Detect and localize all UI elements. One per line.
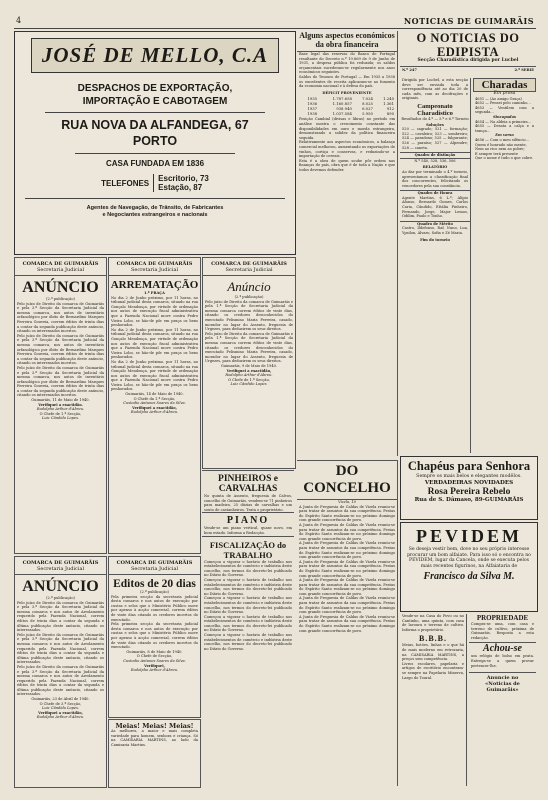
concelho-body-4: A Junta de Freguesia de Caldas de Vizela reuniu-se para tratar de assuntos da sua competência. Festas do Espírito Santo realizam-se no próximo domingo com grande concorrência de povo. [299,559,395,578]
phone-office: Escritorio, 73 [158,174,209,183]
notice-body-2: Pelo juízo de Direito da comarca de Guimarãis e pela 3.ª Secção da Secretaria Judicial da mesma comarca e nos autos de Arrolamento requerido pela Fazenda Nacional, correm éditos de trinta dias a contar da segunda e última publicação deste anúncio, citando os interessados. [17,632,104,665]
fiscalizacao-body: Começou a vigorar o horário de trabalho nos estabelecimentos de comércio e indústria deste concelho, nos termos do decreto-lei publicado no Diário do Governo. [204,559,292,578]
notice-body-2: No dia 2 de Junho próximo, por 11 horas, no tribunal judicial desta comarca, situado na rua Gonçalo Mendonça, por virtude de ordenação nos autos de execução fiscal administrativa que a Fazenda Nacional move contra Pedro Vieira Lobo, se hão-de pôr em praça os bens penhorados. [111,327,198,360]
edipista-series: 2.ª SERIE [514,67,534,72]
article-economic-body-3: Posição Cambial (divisas e libras) no período em análise mostra o crescimento constante das disponibilidades em ouro e moeda estrangeira, demonstrando a solidez da política financeira seguida. [299,117,395,140]
notice-sub: (2.ª publicação) [46,297,75,301]
charadas-column [473,78,536,453]
notice-title: ARREMATAÇÃO [110,279,199,291]
table-cell: 7.024 [362,96,373,102]
deficit-table [299,96,395,116]
em-verso-heading: Em verso [495,133,514,138]
notice-date: Guimarãis, 14 de Maio de 1940. [125,392,184,397]
campeonato-title: Campeonato Charadístico [417,102,453,117]
edipista-number: N.º 247 [402,67,417,72]
notice-signer: Rodolpho Arthur d'Abreu. [36,715,85,720]
court-name: COMARCA DE GUIMARÃIS [116,261,193,267]
campeonato-sub: Resultados do 4.º — 5.º e 6.º Torneio [401,116,469,121]
notice-body-2: Pela primeira secção da secretaria judicial desta comarca e nos autos de execução por custas e selos que o Ministério Público move por apenso à acção comercial, correm éditos de vinte dias citando os credores incertos do executado. [111,622,198,650]
notice-title: Editos de 20 dias [113,578,196,590]
notice-verify: Verifiquei a exactidão, [38,710,83,715]
notice-title: ANÚNCIO [22,578,99,595]
notice-clerk: Luiz Cândido Lopes. [41,706,80,711]
notice-title: Anúncio [227,279,271,294]
table-row [299,111,395,116]
legal-notice-1 [14,257,107,554]
charadas-title: Charadas [473,78,536,92]
notice-date: Guimarãis, 23 de Abril de 1940. [31,697,90,702]
pevidem-advert [400,522,538,612]
notice-date: Guimarãis, 11 de Maio de 1940. [31,398,90,403]
charadas-sub: Em prosa [493,91,516,96]
anuncie-line1: Anuncie no [469,672,536,681]
sincopadas-heading: Sincopadas [493,114,516,119]
bottom-left-small [400,614,467,786]
charada-6: 4656 — Com o meu silêncio... [475,137,530,142]
court-name: COMARCA DE GUIMARÃIS [22,261,99,267]
quadro-honra: Quadro de Honra [400,190,470,196]
charada-5: 4655 — Desata a calça e a trança... [475,124,534,133]
notice-sub: (2.ª publicação) [140,590,169,594]
notice-clerk: Luiz Cândido Lopes. [41,416,80,421]
meias-body: As melhores, a maior e mais completa variedade para homem, senhora e criança. Só na CAMISARIA MARTINS, ao lado da Camisaria Martins. [111,729,198,747]
piano-title: PIANO [202,512,294,526]
notice-verify: Verifiquei, [144,663,165,668]
notice-body: Pelo juízo de Direito da comarca de Guimarãis e pela 3.ª Secção da Secretaria Judicial da mesma comarca e nos autos de Arrolamento requerido pela Fazenda Nacional, correm éditos de trinta dias a contar da segunda e última publicação deste anúncio, citando os interessados. [17,600,104,633]
chapeus-line2: VERDADEIRAS NOVIDADES [424,480,514,486]
piano-body: Vende-se um piano vertical, quase novo, em bom estado. Informa a Redacção. [204,526,292,535]
table-cell: 8.025 [362,101,373,107]
table-cell: 1.787.658 [332,96,352,102]
article-economic-body-1: Base legal das reservas do Banco de Portugal resultante do Decreto n.º 19.869 de 9 de Junho de 1931, a despesa pública foi reduzida; os saldos orçamentais sucederam-se regularmente nos anos económicos seguintes. [299,52,395,75]
legal-notice-2 [108,257,201,554]
concelho-body-1: A Junta de Freguesia de Caldas de Vizela reuniu-se para tratar de assuntos da sua competência. Festas do Espírito Santo realizam-se no próximo domingo com grande concorrência de povo. [299,504,395,523]
classifieds-column [202,470,294,786]
concelho-body-5: A Junta de Freguesia de Caldas de Vizela reuniu-se para tratar de assuntos da sua competência. Festas do Espírito Santo realizam-se no próximo domingo com grande concorrência de povo. [299,578,395,596]
legal-notice-3 [202,257,296,469]
office-name: Secretaria Judicial [109,267,200,276]
notice-sub: (2.ª publicação) [46,596,75,600]
concelho-body-3: A Junta de Freguesia de Caldas de Vizela reuniu-se para tratar de assuntos da sua competência. Festas do Espírito Santo realizam-se no próximo domingo com grande concorrência de povo. [299,541,395,560]
notice-signer: Rodolpho Arthur d'Abreu. [130,668,179,673]
pinheiros-title: PINHEIROS e CARVALHAS [202,470,294,494]
brand-name: JOSÉ DE MELLO, C.A [41,43,269,67]
fiscalizacao-body-5: Começou a vigorar o horário de trabalho nos estabelecimentos de comércio e indústria deste concelho, nos termos do decreto-lei publicado no Diário do Governo. [204,633,292,651]
table-cell: 6.027 [362,106,373,112]
bbb-title: B.B.B. [418,634,447,644]
meias-title: Meias! Meias! Meias! [115,722,194,730]
advert-line-1: DESPACHOS DE EXPORTAÇÃO, [77,83,233,94]
concelho-title: DO CONCELHO [297,460,397,500]
notice-body: No dia 2 de Junho próximo, por 11 horas, no tribunal judicial desta comarca, situado na rua Gonçalo Mendonça, por virtude de ordenação nos autos de execução fiscal administrativa que a Fazenda Nacional move contra Pedro Vieira Lobo, se hão-de pôr em praça os bens penhorados. [111,295,198,328]
notice-signer: Custodio Antunes Soares da Silva. [123,401,186,406]
table-cell: 912 [386,106,394,112]
advert-city: PORTO [132,134,178,148]
fim-torneio: Fim do torneio [420,237,450,242]
propriedade-body: Compra-se uma, com casa e terreno de cultivo, próxima de Guimarãis. Resposta a esta redacção. [471,622,534,640]
paper-title: NOTICIAS DE GUIMARÃIS [403,16,534,26]
phone-store: Estação, 87 [158,183,203,192]
phones-label: TELEFONES [101,178,150,188]
office-name: Secretaria Judicial [15,566,106,575]
anuncie-line2: «Noticias de Guimarãis» [485,681,520,694]
small-notice-1: Vende-se na Casa do Povo ou no Cantinho, uma quinta, com casa de lavoura e terreno de cultivo. Informa o proprietário. [402,614,464,632]
article-economic-title: Alguns aspectos económicos da obra financeira [297,31,397,52]
advert-phones [15,174,295,192]
charada-3: 4653 — Ventilem com a segunda... [475,105,534,115]
notice-body-3: Pelo juízo de Direito da comarca de Guimarãis e pela 3.ª Secção da Secretaria Judicial da mesma comarca e nos autos de Arrolamento requerido pela Fazenda Nacional, correm éditos de trinta dias a contar da segunda e última publicação deste anúncio, citando os interessados. [17,664,104,697]
charada-2: 4652 — Pensei pelo caminho... [475,101,531,106]
article-economic-body-2: Saldos do Tesouro de Portugal — Em 1935 a 1938 os excedentes de receita aplicaram-se ao fomento da economia nacional e à defesa do país. [299,74,395,89]
notice-body-2: Pelo juízo de Direito da comarca de Guimarãis e pela 1.ª Secção de Secretaria Judicial da mesma comarca correm éditos de vinte dias, citando os credores desconhecidos do executado Felismino Maria Ferreira, casado, morador no lugar do Assento, freguesia de Urgezes, para deduzirem os seus direitos. [205,331,293,364]
edipista-left [400,78,471,453]
concelho-sub: Vizela, 10 [338,500,356,504]
advert-agents-2: e Negociantes estrangeiros e nacionais [102,212,208,218]
notice-role: O Chefe de 3.ª Secção, [39,701,82,706]
merito-body: Castro, Ildefonso, Raf, Nuno, Lua, Ypsilon, Álvaro, Sofia e Zé Maria. [402,226,468,236]
notice-role: O Chefe da 1.ª Secção, [133,396,176,401]
chapeus-address: Rua de S. Dâmaso, 89-GUIMARÃIS [414,497,524,503]
table-cell: 5.950 [362,111,373,117]
quadro-merito: Quadro de Mérito [400,221,470,227]
notice-body-3: Pelo juízo de Direito da comarca de Guimarãis e pela 3.ª Secção da Secretaria Judicial da mesma comarca, nos autos de inventário orfanológico por óbito de Bernardino Marques Ferreira Gouveia, correm éditos de trinta dias a contar da segunda publicação deste anúncio, citando os interessados incertos. [17,365,104,398]
relatorio-heading: RELATÓRIO [422,165,448,170]
notice-body: Pela primeira secção da secretaria judicial desta comarca e nos autos de execução por custas e selos que o Ministério Público move por apenso à acção comercial, correm éditos de vinte dias citando os credores incertos do executado. [111,594,198,622]
court-name: COMARCA DE GUIMARÃIS [22,560,99,566]
table-cell: 1936 [307,101,318,107]
notice-clerk: Luiz Cândido Lopes. [230,382,268,387]
table-cell: 1937 [307,106,318,112]
article-economic [297,31,398,456]
quadro-distincao: Quadro de distinção [400,152,470,159]
bbb-body: Meias, botões, linhas e o que há de mais moderno em retrozaria, na CAMISARIA MARTINS, a preços sem competência. [402,643,464,662]
table-cell: 890 [386,111,394,117]
notice-signer: Rodolpho Arthur d'Abreu. [225,373,273,378]
court-name: COMARCA DE GUIMARÃIS [116,560,193,566]
notice-sub: 1.ª PRAÇA [144,291,165,295]
fiscalizacao-body-4: Começou a vigorar o horário de trabalho nos estabelecimentos de comércio e indústria deste concelho, nos termos do decreto-lei publicado no Diário do Governo. [204,614,292,633]
advert-address: RUA NOVA DA ALFANDEGA, 67 [61,118,249,132]
chapeus-line1: Sempre os mais belos e elegantes modêlos. [416,474,522,479]
notice-title: ANÚNCIO [22,279,99,296]
notice-sub: (2.ª publicação) [234,295,264,299]
court-name: COMARCA DE GUIMARÃIS [211,261,287,267]
advert-jose-de-mello [14,31,296,255]
advert-agents-1: Agentes de Navegação, de Trânsito, de Fabricantes [86,205,224,211]
small-notice-2: Livros escolares, papelaria e artigos de escritório encontram-se sempre na Papelaria Minerva, Largo do Toural. [402,661,464,680]
relatorio-body: Ao dar por terminado o 4.º torneio, apresentamos a classificação final dos concorrentes, felicitando os vencedores pela sua constância. [402,169,468,188]
office-name: Secretaria Judicial [15,267,106,276]
distincao-numbers: N.º 540, 528, 536, 506 [414,158,456,163]
charada-4: 4654 — Na aldeia a primeira... [475,119,532,124]
solucoes-body: 520 — sagrado; 521 — formação; 522 — cavaleiro; 523 — sombreiro; 524 — paradoxo; 525 — fulgurante; 526 — paraíso; 527 — Alpendre; 528 — caneta. [402,127,468,150]
notice-body: Pelo juízo de Direito da comarca de Guimarãis e pela 3.ª Secção da Secretaria Judicial da mesma comarca, nos autos de inventário orfanológico por óbito de Bernardino Marques Ferreira Gouveia, correm éditos de trinta dias a contar da segunda publicação deste anúncio, citando os interessados incertos. [17,301,104,334]
page-header [14,14,536,29]
brand-banner [15,38,295,73]
notice-date: Guimarãis, 9 de Maio de 1940. [220,363,278,368]
page-number: 4 [16,16,22,25]
table-cell: 1.160.857 [332,101,352,107]
office-name: Secretaria Judicial [109,566,200,575]
office-name: Secretaria Judicial [203,267,295,276]
fiscalizacao-body-3: Começou a vigorar o horário de trabalho nos estabelecimentos de comércio e indústria deste concelho, nos termos do decreto-lei publicado no Diário do Governo. [204,596,292,615]
pevidem-name: Francisco da Silva M. [423,571,515,583]
table-cell: 1.240 [383,96,394,102]
notice-signer: Rodolpho Arthur d'Abreu. [36,407,85,412]
edipista-intro: Dirigida por Lucbel, a esta secção deve ser enviada toda a correspondência até ao dia 20 de cada mês, com as decifrações e originais. [402,78,468,101]
notice-verify: Verifiquei a exactidão. [38,402,83,407]
edipista-subtitle: Secção Charadística dirigida por Lucbel [400,59,536,67]
article-economic-body-4: Relativamente aos aspectos económicos, a balança comercial melhorou, aumentando as exportações de vinhos, cortiça e conservas, e reduzindo-se a importação de cereais. [299,140,395,159]
pinheiros-body: No quinta de Assento, freguesia de Calvos, concelho de Guimarãis, vendem-se 71 pinheiros para madeira, 25 dúzias de carvalhas e um souto de castanheiros. Trata o proprietário. [204,494,292,512]
charada-verse: Quem é honrado não mente, Nem ao rico nem ao pobre; E sempre terá presente Que o nome é tudo o que cobre. [475,142,534,161]
achou-body: um relógio de bolso em prata. Entrega-se a quem provar pertencer-lhe. [471,654,534,668]
edipista-title: O NOTICIAS DO EDIPISTA [416,31,520,59]
table-cell: 1938 [307,111,318,117]
table-cell: 1.361 [383,101,394,107]
concelho-body-7: A Junta de Freguesia de Caldas de Vizela reuniu-se para tratar de assuntos da sua competência. Festas do Espírito Santo realizam-se no próximo domingo com grande concorrência de povo. [299,614,395,633]
chapeus-advert [400,456,538,520]
propriedade-title: PROPRIEDADE [476,614,529,622]
fiscalizacao-title: FISCALIZAÇÃO do TRABALHO [202,536,294,560]
notice-role: O Chefe de 1.ª Secção, [228,377,270,382]
table-title: DÉFICIT PROVENIENTE [322,90,372,95]
table-cell: 1935 [307,96,318,102]
advert-founded: CASA FUNDADA EM 1836 [105,159,205,168]
concelho-body-2: A Junta de Freguesia de Caldas de Vizela reuniu-se para tratar de assuntos da sua competência. Festas do Espírito Santo realizam-se no próximo domingo com grande concorrência de povo. [299,522,395,541]
meias-advert [108,719,201,788]
edipista-info [402,68,534,73]
concelho-body-6: A Junta de Freguesia de Caldas de Vizela reuniu-se para tratar de assuntos da sua competência. Festas do Espírito Santo realizam-se no próximo domingo com grande concorrência de povo. [299,596,395,615]
honra-body: Agente Martins, 6 L.º; Alípio Afonso, Bernardo Gomes, Carlos Caria, Cândido, Ettália Pinheiro, Fernando, Jorge, Major Lemos, Odilim, Paulo e Tonho. [402,195,468,219]
achou-title: Achou-se [469,642,536,654]
chapeus-title: Chapéus para Senhora [407,459,531,473]
do-concelho [297,460,398,786]
notice-body: Pelo juízo de Direito da comarca de Guimarãis e pela 1.ª Secção de Secretaria Judicial da mesma comarca correm éditos de vinte dias, citando os credores desconhecidos do executado Felismino Maria Ferreira, casado, morador no lugar do Assento, freguesia de Urgezes, para deduzirem os seus direitos. [205,299,293,332]
notice-verify: Verifiquei a exactidão, [226,368,272,373]
notice-clerk: Custodio Antunes Soares da Silva. [123,658,186,663]
advert-line-2: IMPORTAÇÃO E CABOTAGEM [82,96,228,107]
pevidem-title: PEVIDEM [416,526,522,546]
chapeus-name: Rosa Pereira Rebelo [427,487,511,497]
legal-notice-4 [14,556,107,788]
table-cell: 1.037.584 [332,111,352,117]
legal-notice-5 [108,556,201,718]
notice-role: O Chefe de 1.ª Secção, [39,411,82,416]
notice-role: O Chefe de Secção, [136,654,173,659]
bottom-right-small [469,614,536,786]
notice-judge: Rodolpho Arthur d'Abreu. [130,410,179,415]
charada-1: 4651 — (Ao amigo Graça) [475,96,522,101]
solucoes-heading: Soluções [426,122,444,127]
table-cell: 938.940 [336,106,352,112]
pevidem-body: Se deseja vestir bem, dove no seu próprio interesse procurar um bom alfaiate. Para isso só o encontra no PEVIDEM, lugar da Cancela, onde se executa pelos mais recentes figurinos, na Alfaiataria de [407,547,531,569]
notice-date: Guimarãis, 8 de Maio de 1940. [126,649,183,654]
fiscalizacao-body-2: Começou a vigorar o horário de trabalho nos estabelecimentos de comércio e indústria deste concelho, nos termos do decreto-lei publicado no Diário do Governo. [204,577,292,596]
notice-verify: Verifiquei a exactidão, [132,405,177,410]
notice-body-3: No dia 2 de Junho próximo, por 11 horas, no tribunal judicial desta comarca, situado na rua Gonçalo Mendonça, por virtude de ordenação nos autos de execução fiscal administrativa que a Fazenda Nacional move contra Pedro Vieira Lobo, se hão-de pôr em praça os bens penhorados. [111,359,198,392]
notice-body-2: Pelo juízo de Direito da comarca de Guimarãis e pela 3.ª Secção da Secretaria Judicial da mesma comarca, nos autos de inventário orfanológico por óbito de Bernardino Marques Ferreira Gouveia, correm éditos de trinta dias a contar da segunda publicação deste anúncio, citando os interessados incertos. [17,333,104,366]
article-economic-body-5: Esta é a obra de quem soube pôr ordem nas finanças do país, obra que é de toda a Nação e que todos devemos defender. [299,158,395,172]
